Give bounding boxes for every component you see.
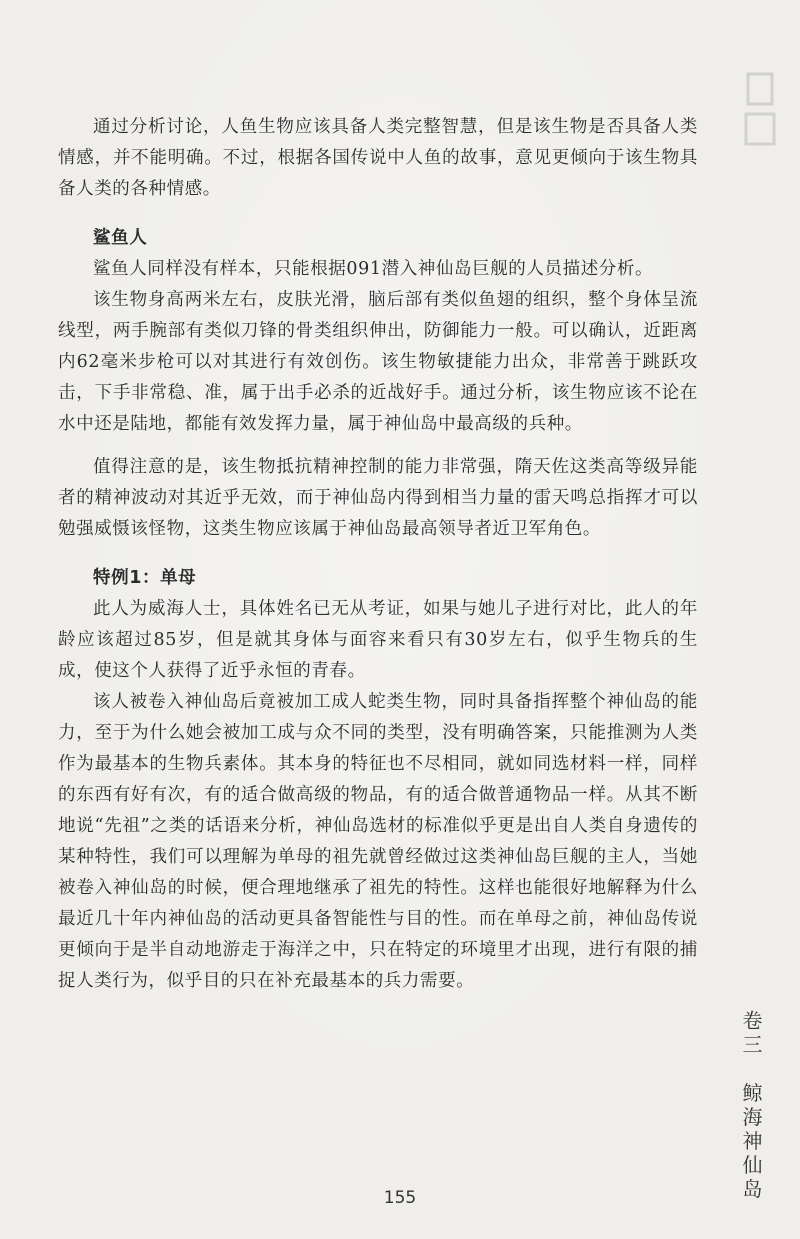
paragraph-shark-mind-resistance: 值得注意的是，该生物抵抗精神控制的能力非常强，隋天佐这类高等级异能者的精神波动对其近乎无效，而于神仙岛内得到相当力量的雷天鸣总指挥才可以勉强威慑该怪物，这类生物应该属于神仙岛最高领导者近卫军角色。 — [58, 457, 698, 539]
paragraph-mermaid-conclusion: 通过分析讨论，人鱼生物应该具备人类完整智慧，但是该生物是否具备人类情感，并不能明确。不过，根据各国传说中人鱼的故事，意见更倾向于该生物具备人类的各种情感。 — [58, 117, 698, 199]
volume-label: 卷三 — [739, 1010, 763, 1058]
page-number: 155 — [383, 1188, 417, 1208]
chapter-side-label — [737, 1010, 766, 1202]
paragraph-danmu-analysis: 该人被卷入神仙岛后竟被加工成人蛇类生物，同时具备指挥整个神仙岛的能力，至于为什么她会被加工成与众不同的类型，没有明确答案，只能推测为人类作为最基本的生物兵素体。其本身的特征也不尽相同，就如同选材料一样，同样的东西有好有次，有的适合做高级的物品，有的适合做普通物品一样。从其不断地说“先祖”之类的话语来分析，神仙岛选材的标准似乎更是出自人类自身遗传的某种特性，我们可以理解为单母的祖先就曾经做过这类神仙岛巨舰的主人，当她被卷入神仙岛的时候，便合理地继承了祖先的特性。这样也能很好地解释为什么最近几十年内神仙岛的活动更具备智能性与目的性。而在单母之前，神仙岛传说更倾向于是半自动地游走于海洋之中，只在特定的环境里才出现，进行有限的捕捉人类行为，似乎目的只在补充最基本的兵力需要。 — [58, 692, 698, 991]
paragraph-shark-description: 该生物身高两米左右，皮肤光滑，脑后部有类似鱼翅的组织，整个身体呈流线型，两手腕部有类似刀锋的骨类组织伸出，防御能力一般。可以确认，近距离内62毫米步枪可以对其进行有效创伤。该生物敏捷能力出众，非常善于跳跃攻击，下手非常稳、准，属于出手必杀的近战好手。通过分析，该生物应该不论在水中还是陆地，都能有效发挥力量，属于神仙岛中最高级的兵种。 — [58, 290, 698, 434]
paragraph-shark-intro: 鲨鱼人同样没有样本，只能根据091潜入神仙岛巨舰的人员描述分析。 — [93, 259, 654, 279]
heading-special-case: 特例1：单母 — [93, 568, 197, 588]
volume-title: 鲸海神仙岛 — [739, 1082, 763, 1203]
body-text — [58, 112, 698, 997]
heading-shark-man: 鲨鱼人 — [93, 228, 148, 248]
paragraph-danmu-intro: 此人为威海人士，具体姓名已无从考证，如果与她儿子进行对比，此人的年龄应该超过85岁，但是就其身体与面容来看只有30岁左右，似乎生物兵的生成，使这个人获得了近乎永恒的青春。 — [58, 599, 698, 681]
bleed-through-mark — [742, 70, 778, 150]
